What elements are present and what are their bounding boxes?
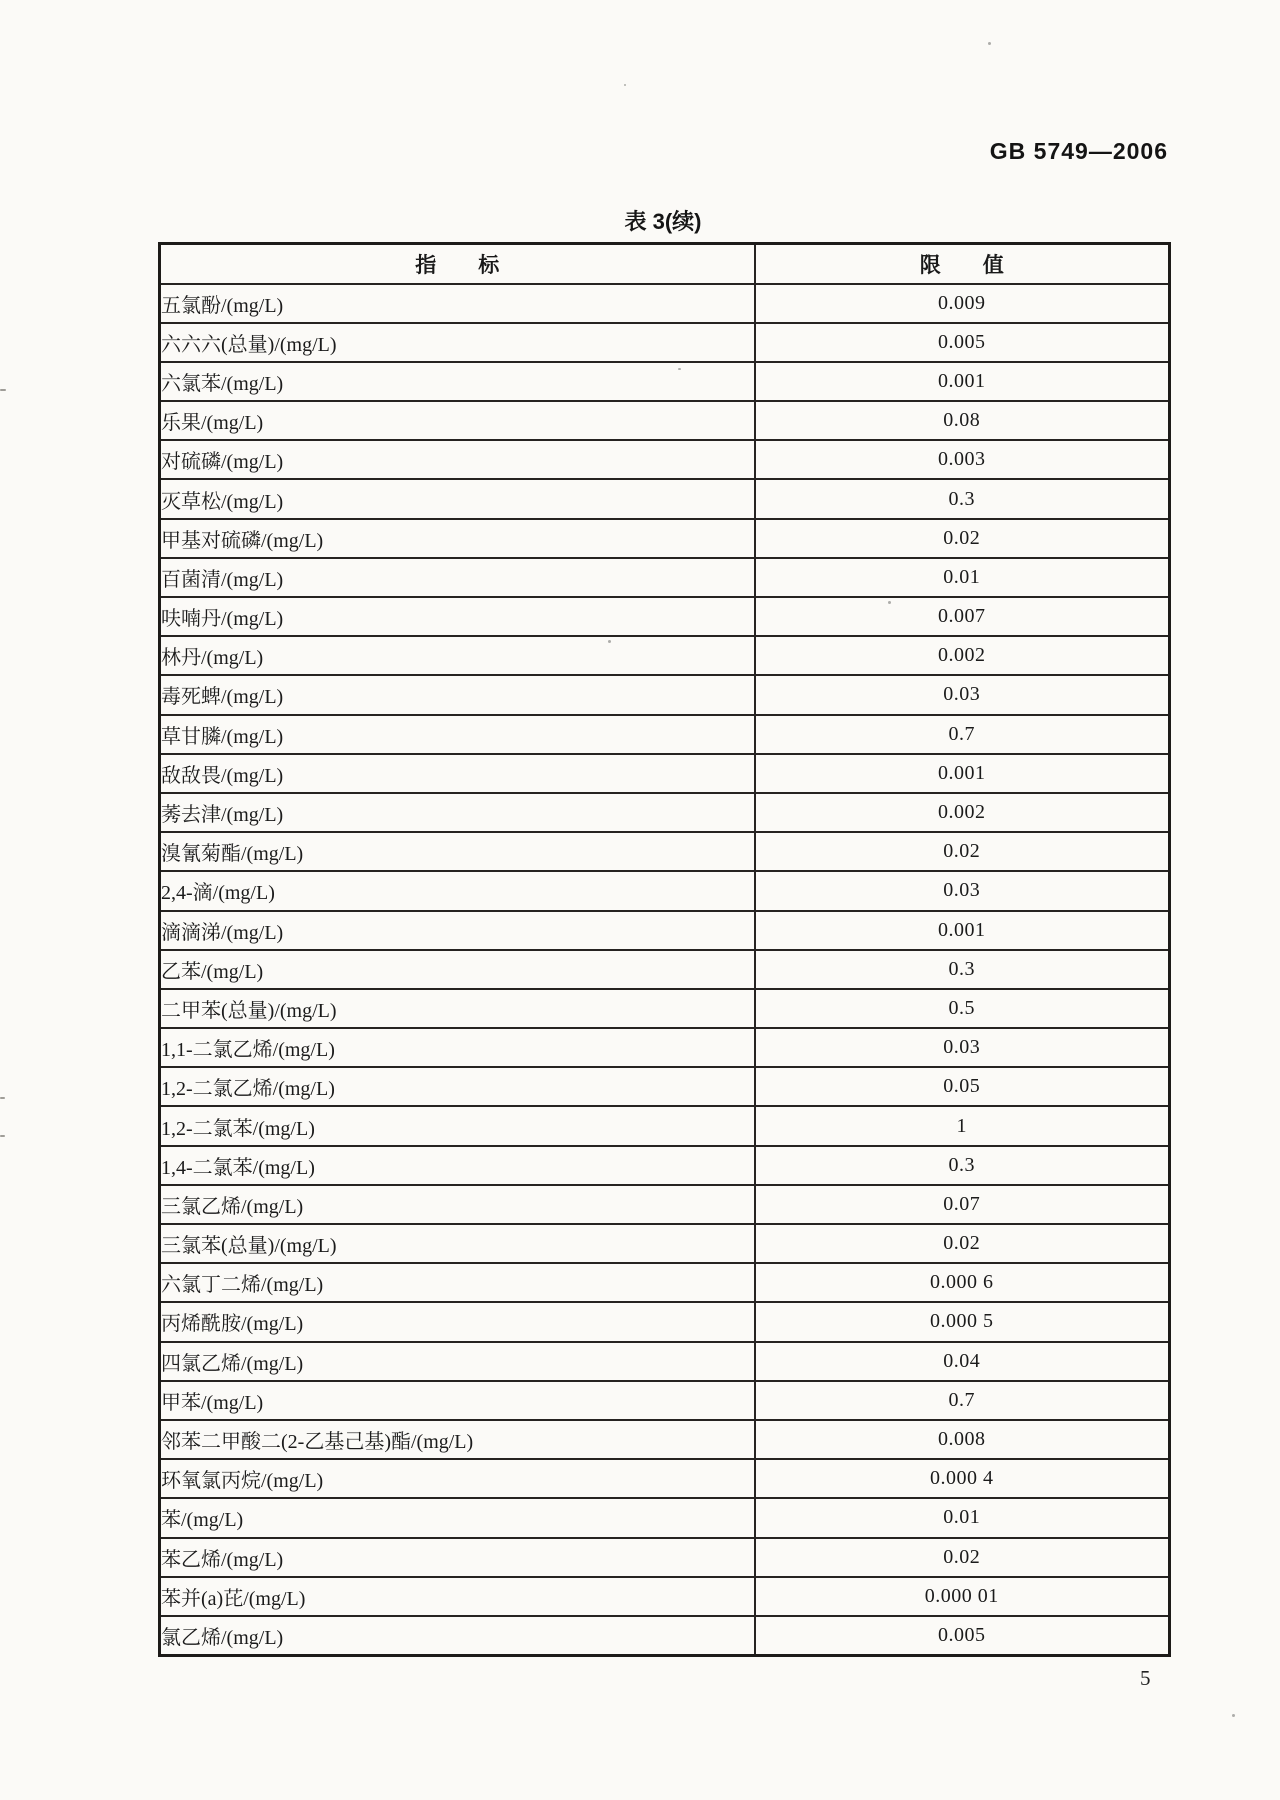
table-row bbox=[160, 1263, 1170, 1302]
indicator-cell: 六六六(总量)/(mg/L) bbox=[160, 323, 755, 362]
limit-cell: 0.000 4 bbox=[755, 1459, 1170, 1498]
limit-cell: 0.000 5 bbox=[755, 1302, 1170, 1341]
table-row bbox=[160, 911, 1170, 950]
table-row bbox=[160, 1616, 1170, 1655]
indicator-cell: 毒死蜱/(mg/L) bbox=[160, 675, 755, 714]
table-row bbox=[160, 440, 1170, 479]
limit-cell: 0.02 bbox=[755, 1538, 1170, 1577]
indicator-cell: 三氯苯(总量)/(mg/L) bbox=[160, 1224, 755, 1263]
table-row bbox=[160, 1302, 1170, 1341]
table-title: 表 3(续) bbox=[624, 209, 702, 234]
table-row bbox=[160, 558, 1170, 597]
limit-cell: 1 bbox=[755, 1106, 1170, 1145]
table-row bbox=[160, 597, 1170, 636]
indicator-cell: 苯/(mg/L) bbox=[160, 1498, 755, 1537]
limit-cell: 0.7 bbox=[755, 1381, 1170, 1420]
scan-speck bbox=[988, 42, 991, 45]
table-row bbox=[160, 1146, 1170, 1185]
limit-cell: 0.007 bbox=[755, 597, 1170, 636]
indicator-cell: 三氯乙烯/(mg/L) bbox=[160, 1185, 755, 1224]
limit-cell: 0.005 bbox=[755, 1616, 1170, 1655]
indicator-cell: 溴氰菊酯/(mg/L) bbox=[160, 832, 755, 871]
scan-margin-mark bbox=[0, 1097, 5, 1099]
limit-cell: 0.02 bbox=[755, 1224, 1170, 1263]
indicator-cell: 四氯乙烯/(mg/L) bbox=[160, 1342, 755, 1381]
table-row bbox=[160, 1381, 1170, 1420]
table-row bbox=[160, 1577, 1170, 1616]
limit-cell: 0.03 bbox=[755, 675, 1170, 714]
indicator-cell: 乐果/(mg/L) bbox=[160, 401, 755, 440]
limits-table bbox=[158, 242, 1171, 1657]
limit-cell: 0.000 6 bbox=[755, 1263, 1170, 1302]
table-row bbox=[160, 479, 1170, 518]
column-header-limit: 限 值 bbox=[755, 244, 1170, 284]
table-row bbox=[160, 1459, 1170, 1498]
table-row bbox=[160, 989, 1170, 1028]
indicator-cell: 丙烯酰胺/(mg/L) bbox=[160, 1302, 755, 1341]
page-number: 5 bbox=[1140, 1666, 1151, 1690]
limit-cell: 0.3 bbox=[755, 1146, 1170, 1185]
table-row bbox=[160, 1420, 1170, 1459]
limit-cell: 0.001 bbox=[755, 911, 1170, 950]
table-row bbox=[160, 401, 1170, 440]
indicator-cell: 邻苯二甲酸二(2-乙基己基)酯/(mg/L) bbox=[160, 1420, 755, 1459]
table-row bbox=[160, 1185, 1170, 1224]
indicator-cell: 1,2-二氯乙烯/(mg/L) bbox=[160, 1067, 755, 1106]
indicator-cell: 1,1-二氯乙烯/(mg/L) bbox=[160, 1028, 755, 1067]
limit-cell: 0.04 bbox=[755, 1342, 1170, 1381]
indicator-cell: 苯乙烯/(mg/L) bbox=[160, 1538, 755, 1577]
scan-speck bbox=[888, 601, 891, 604]
scan-margin-mark bbox=[0, 1135, 5, 1137]
limit-cell: 0.3 bbox=[755, 479, 1170, 518]
indicator-cell: 甲苯/(mg/L) bbox=[160, 1381, 755, 1420]
table-row bbox=[160, 950, 1170, 989]
table-row bbox=[160, 284, 1170, 323]
indicator-cell: 对硫磷/(mg/L) bbox=[160, 440, 755, 479]
table-row bbox=[160, 754, 1170, 793]
limit-cell: 0.003 bbox=[755, 440, 1170, 479]
indicator-cell: 2,4-滴/(mg/L) bbox=[160, 871, 755, 910]
indicator-cell: 莠去津/(mg/L) bbox=[160, 793, 755, 832]
limit-cell: 0.01 bbox=[755, 558, 1170, 597]
scan-speck bbox=[678, 368, 681, 370]
limit-cell: 0.000 01 bbox=[755, 1577, 1170, 1616]
table-row bbox=[160, 1028, 1170, 1067]
column-header-indicator: 指 标 bbox=[160, 244, 755, 284]
limit-cell: 0.03 bbox=[755, 1028, 1170, 1067]
table-header-row bbox=[160, 244, 1170, 284]
limit-cell: 0.001 bbox=[755, 754, 1170, 793]
indicator-cell: 环氧氯丙烷/(mg/L) bbox=[160, 1459, 755, 1498]
table-row bbox=[160, 1538, 1170, 1577]
indicator-cell: 1,4-二氯苯/(mg/L) bbox=[160, 1146, 755, 1185]
scan-speck bbox=[608, 640, 611, 643]
indicator-cell: 敌敌畏/(mg/L) bbox=[160, 754, 755, 793]
scan-margin-mark bbox=[0, 389, 6, 391]
limit-cell: 0.001 bbox=[755, 362, 1170, 401]
table-row bbox=[160, 871, 1170, 910]
table-row bbox=[160, 675, 1170, 714]
limit-cell: 0.08 bbox=[755, 401, 1170, 440]
indicator-cell: 1,2-二氯苯/(mg/L) bbox=[160, 1106, 755, 1145]
table-row bbox=[160, 1342, 1170, 1381]
limit-cell: 0.02 bbox=[755, 832, 1170, 871]
limit-cell: 0.002 bbox=[755, 793, 1170, 832]
indicator-cell: 滴滴涕/(mg/L) bbox=[160, 911, 755, 950]
table-row bbox=[160, 715, 1170, 754]
table-row bbox=[160, 362, 1170, 401]
table-row bbox=[160, 323, 1170, 362]
limit-cell: 0.3 bbox=[755, 950, 1170, 989]
limit-cell: 0.5 bbox=[755, 989, 1170, 1028]
indicator-cell: 灭草松/(mg/L) bbox=[160, 479, 755, 518]
indicator-cell: 草甘膦/(mg/L) bbox=[160, 715, 755, 754]
limit-cell: 0.02 bbox=[755, 519, 1170, 558]
table-row bbox=[160, 1106, 1170, 1145]
limit-cell: 0.01 bbox=[755, 1498, 1170, 1537]
indicator-cell: 乙苯/(mg/L) bbox=[160, 950, 755, 989]
scan-speck bbox=[1232, 1714, 1235, 1717]
indicator-cell: 六氯苯/(mg/L) bbox=[160, 362, 755, 401]
indicator-cell: 苯并(a)芘/(mg/L) bbox=[160, 1577, 755, 1616]
limit-cell: 0.7 bbox=[755, 715, 1170, 754]
standard-number: GB 5749—2006 bbox=[989, 138, 1168, 164]
limit-cell: 0.03 bbox=[755, 871, 1170, 910]
limit-cell: 0.005 bbox=[755, 323, 1170, 362]
limit-cell: 0.009 bbox=[755, 284, 1170, 323]
limit-cell: 0.008 bbox=[755, 1420, 1170, 1459]
indicator-cell: 林丹/(mg/L) bbox=[160, 636, 755, 675]
indicator-cell: 甲基对硫磷/(mg/L) bbox=[160, 519, 755, 558]
limit-cell: 0.07 bbox=[755, 1185, 1170, 1224]
indicator-cell: 二甲苯(总量)/(mg/L) bbox=[160, 989, 755, 1028]
indicator-cell: 百菌清/(mg/L) bbox=[160, 558, 755, 597]
table-row bbox=[160, 636, 1170, 675]
table-row bbox=[160, 519, 1170, 558]
table-row bbox=[160, 1498, 1170, 1537]
table-row bbox=[160, 1067, 1170, 1106]
scan-speck bbox=[624, 84, 626, 86]
indicator-cell: 六氯丁二烯/(mg/L) bbox=[160, 1263, 755, 1302]
table-row bbox=[160, 832, 1170, 871]
table-row bbox=[160, 793, 1170, 832]
indicator-cell: 呋喃丹/(mg/L) bbox=[160, 597, 755, 636]
limit-cell: 0.002 bbox=[755, 636, 1170, 675]
table-row bbox=[160, 1224, 1170, 1263]
indicator-cell: 氯乙烯/(mg/L) bbox=[160, 1616, 755, 1655]
limit-cell: 0.05 bbox=[755, 1067, 1170, 1106]
indicator-cell: 五氯酚/(mg/L) bbox=[160, 284, 755, 323]
